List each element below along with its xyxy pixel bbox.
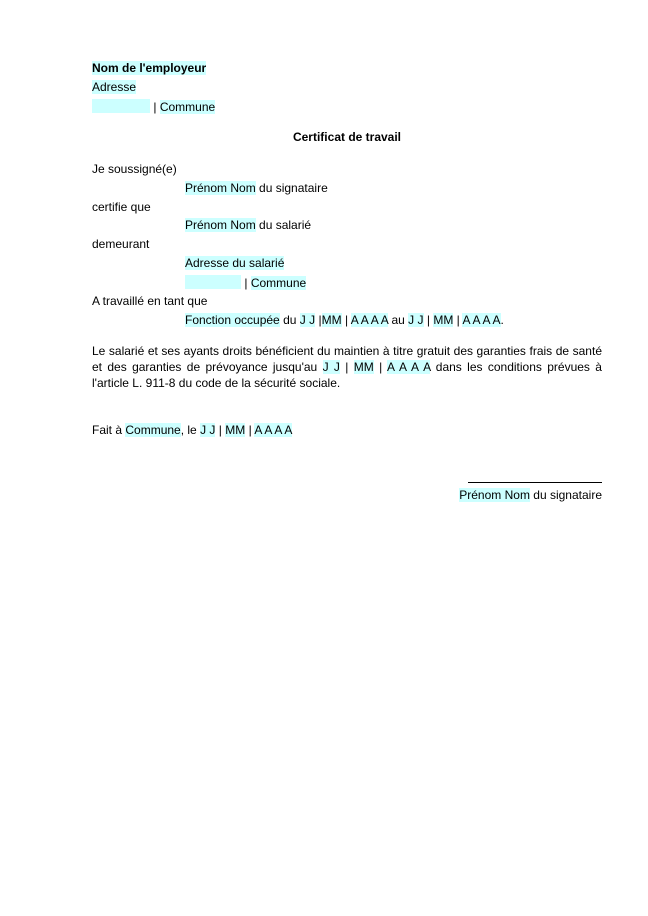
employee-line [185, 218, 311, 233]
closing-commune-field[interactable]: Commune [125, 423, 181, 437]
separator: | [248, 423, 252, 437]
employee-postcode-field[interactable] [185, 275, 241, 289]
start-year-field[interactable]: A A A A [350, 313, 389, 327]
guarantee-day-field[interactable]: J J [322, 360, 340, 374]
separator: | [456, 313, 460, 327]
position-period-line [185, 313, 504, 328]
guarantee-paragraph [92, 343, 602, 391]
end-month-field[interactable]: MM [433, 313, 454, 327]
intro-text: Je soussigné(e) [92, 162, 177, 176]
position-field[interactable]: Fonction occupée [185, 313, 280, 327]
signatory-name-field[interactable]: Prénom Nom [185, 181, 256, 195]
guarantee-text-part2: dans les conditions prévues à l'article L. 911-8 du code de la sécurité sociale. [92, 360, 602, 390]
employee-suffix: du salarié [259, 218, 312, 232]
start-month-field[interactable]: MM [321, 313, 342, 327]
employee-postcode-commune-line [185, 275, 306, 291]
closing-month-field[interactable]: MM [225, 423, 246, 437]
separator: | [318, 313, 322, 327]
period-end: . [500, 313, 504, 327]
separator: | [426, 313, 430, 327]
worked-as-text: A travaillé en tant que [92, 294, 208, 308]
employer-address-field[interactable]: Adresse [92, 80, 137, 94]
employer-address-line [92, 80, 136, 95]
guarantee-month-field[interactable]: MM [353, 360, 374, 374]
signature-name-field[interactable]: Prénom Nom [459, 488, 530, 502]
employee-address-field[interactable]: Adresse du salarié [185, 256, 285, 270]
employee-commune-field[interactable]: Commune [250, 276, 307, 290]
employer-commune-field[interactable]: Commune [159, 100, 216, 114]
signature-name-line [459, 488, 602, 503]
document-title: Certificat de travail [292, 130, 402, 144]
signatory-line [185, 181, 328, 196]
end-day-field[interactable]: J J [408, 313, 424, 327]
guarantee-year-field[interactable]: A A A A [386, 360, 431, 374]
signature-suffix: du signataire [533, 488, 602, 502]
guarantee-text-part1: Le salarié et ses ayants droits bénéficient du maintien à titre gratuit des garanties frais de santé et des garanties de prévoyance jusqu'au [92, 344, 602, 374]
employee-address-line [185, 256, 284, 271]
employer-postcode-field[interactable] [92, 99, 150, 113]
separator: | [379, 360, 383, 374]
employer-postcode-commune-line [92, 99, 215, 115]
certifies-text: certifie que [92, 200, 151, 214]
start-day-field[interactable]: J J [299, 313, 316, 327]
to-word: au [391, 313, 405, 327]
closing-line [92, 423, 292, 438]
separator: | [344, 313, 349, 327]
closing-day-field[interactable]: J J [200, 423, 216, 437]
signatory-suffix: du signataire [259, 181, 328, 195]
employer-name-line [92, 61, 206, 76]
employer-name-field[interactable]: Nom de l'employeur [92, 61, 207, 75]
separator: | [244, 276, 248, 290]
residing-text: demeurant [92, 237, 150, 251]
separator: | [153, 100, 157, 114]
signature-line [468, 482, 602, 483]
employee-name-field[interactable]: Prénom Nom [185, 218, 256, 232]
done-at-text: Fait à [92, 423, 123, 437]
separator: | [345, 360, 349, 374]
from-word: du [283, 313, 297, 327]
end-year-field[interactable]: A A A A [462, 313, 501, 327]
separator: | [218, 423, 222, 437]
closing-year-field[interactable]: A A A A [254, 423, 293, 437]
on-word: , le [180, 423, 197, 437]
